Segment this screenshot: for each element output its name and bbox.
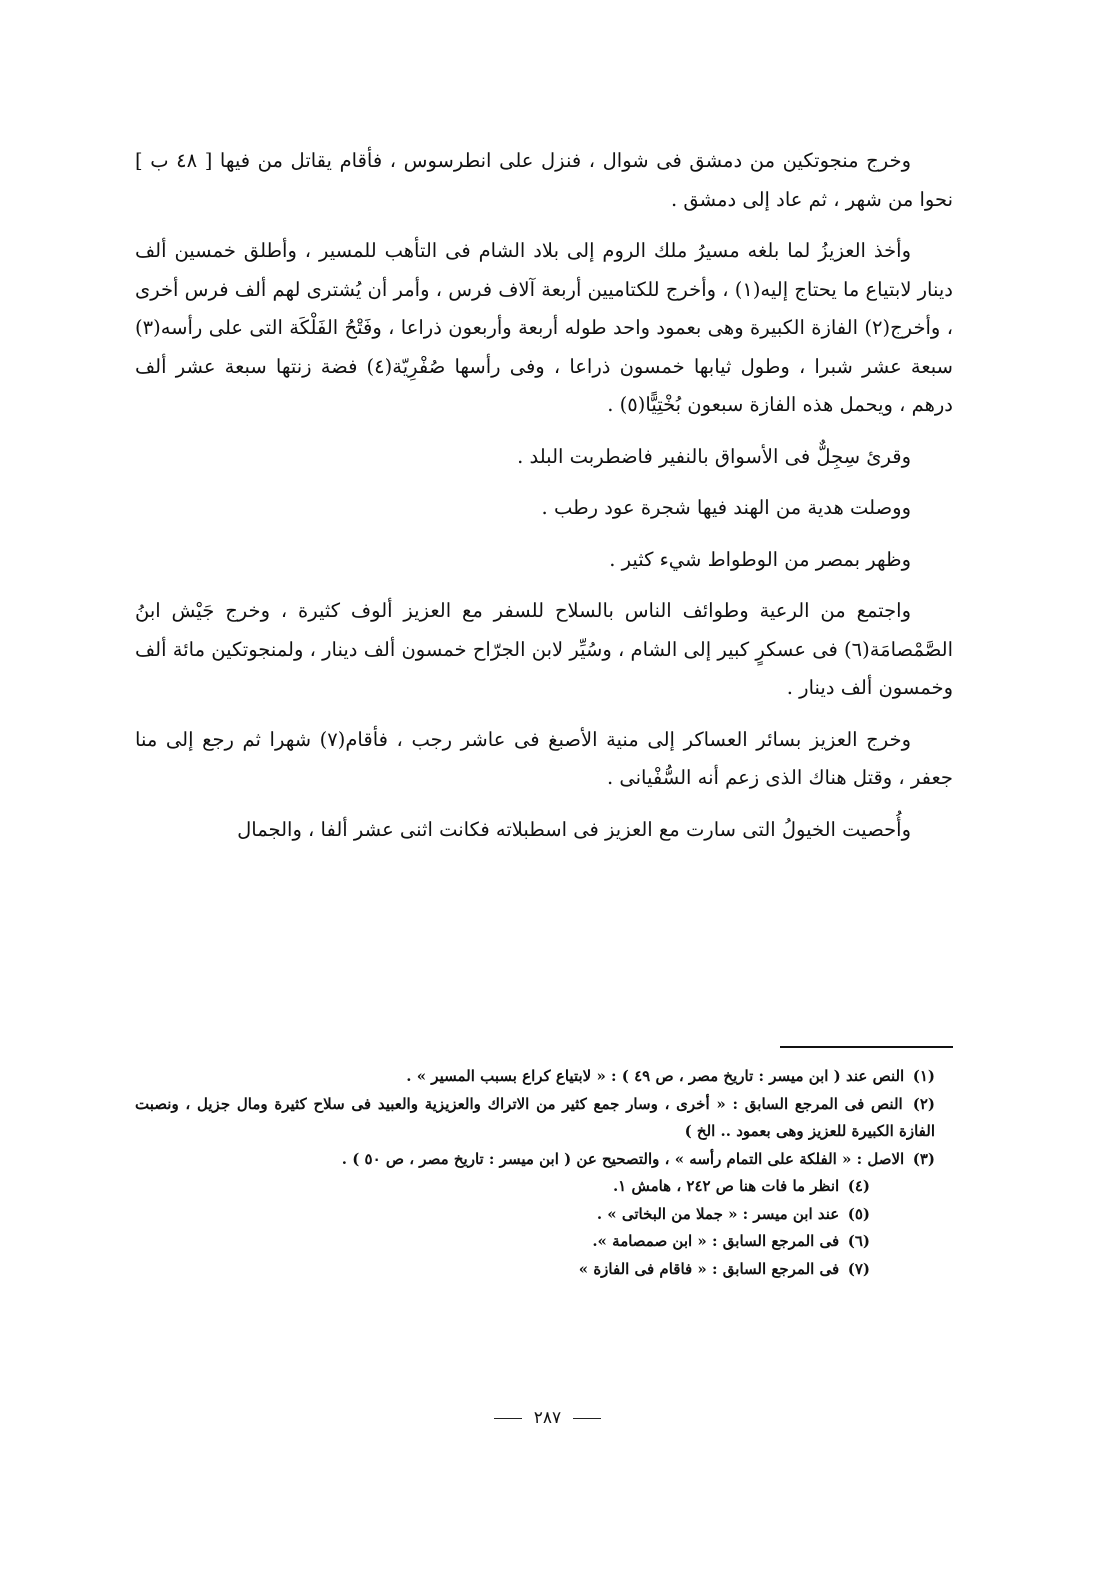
footnote-number: (٢) bbox=[912, 1094, 935, 1113]
footnote-number: (٥) bbox=[847, 1204, 870, 1223]
footnote-number: (٣) bbox=[912, 1149, 935, 1168]
footnote-number: (٧) bbox=[847, 1259, 870, 1278]
paragraph: وقرئ سِجِلٌّ فى الأسواق بالنفير فاضطربت البلد . bbox=[517, 444, 911, 468]
page-number-dash bbox=[494, 1418, 522, 1419]
footnote bbox=[135, 1091, 953, 1146]
footnote bbox=[135, 1146, 953, 1174]
paragraph: ووصلت هدية من الهند فيها شجرة عود رطب . bbox=[541, 496, 911, 519]
footnote-number: (٤) bbox=[847, 1177, 870, 1195]
footnote-text: عند ابن ميسر : « جملا من البخاتى » . bbox=[596, 1204, 840, 1223]
footnote-text: النص عند ( ابن ميسر : تاريخ مصر ، ص ٤٩ ) : « لابتياع كراع بسبب المسير » . bbox=[406, 1067, 905, 1085]
page-number bbox=[0, 1408, 1095, 1428]
footnote bbox=[135, 1228, 953, 1256]
footnote-text: الاصل : « الفلكة على التمام رأسه » ، والتصحيح عن ( ابن ميسر : تاريخ مصر ، ص ٥٠ ) . bbox=[341, 1149, 905, 1168]
paragraph: وخرج العزيز بسائر العساكر إلى منية الأصبغ فى عاشر رجب ، فأقام(٧) شهرا ثم رجع إلى منا جعفر ، وقتل هناك الذى زعم أنه السُّفْيانى . bbox=[135, 727, 953, 789]
footnotes bbox=[135, 1063, 953, 1283]
footnote bbox=[135, 1063, 953, 1091]
footnote bbox=[135, 1256, 953, 1284]
paragraph: وأُحصيت الخيولُ التى سارت مع العزيز فى اسطبلاته فكانت اثنى عشر ألفا ، والجمال bbox=[237, 817, 911, 841]
footnote-text: النص فى المرجع السابق : « أخرى ، وسار جمع كثير من الاتراك والعزيزية والعبيد فى سلاح كثيرة ومال جزيل ، ونصبت الفازة الكبيرة للعزيز وهى بعمود .. الخ ) bbox=[135, 1094, 935, 1140]
footnote bbox=[135, 1173, 953, 1201]
footnote-number: (٦) bbox=[847, 1232, 870, 1250]
paragraph: وأخذ العزيزُ لما بلغه مسيرُ ملك الروم إلى بلاد الشام فى التأهب للمسير ، وأطلق خمسين ألف دينار لابتياع ما يحتاج إليه(١) ، وأخرج للكتاميين أربعة آلاف فرس ، وأمر أن يُشترى لهم ألف فرس أخرى ، وأخرج(٢) الفازة الكبيرة وهى بعمود واحد طوله أربعة وأربعون ذراعا ، وفَتْحُ الفَلْكَة التى على رأسه(٣) سبعة عشر شبرا ، وطول ثيابها خمسون ذراعا ، وفى رأسها صُفْرِيّة(٤) فضة زنتها سبعة عشر ألف درهم ، ويحمل هذه الفازة سبعون بُخْتِيًّا(٥) . bbox=[134, 239, 953, 416]
paragraph: وخرج منجوتكين من دمشق فى شوال ، فنزل على انطرسوس ، فأقام يقاتل من فيها [ ٤٨ ب ] نحوا من شهر ، ثم عاد إلى دمشق . bbox=[135, 149, 953, 211]
page-number-dash bbox=[573, 1418, 601, 1419]
footnote-text: انظر ما فات هنا ص ٢٤٢ ، هامش ١. bbox=[612, 1177, 840, 1195]
paragraph: وظهر بمصر من الوطواط شيء كثير . bbox=[609, 547, 911, 571]
page-number-value: ٢٨٧ bbox=[533, 1408, 562, 1428]
footnote-text: فى المرجع السابق : « فاقام فى الفازة » bbox=[578, 1259, 840, 1278]
footnote-separator bbox=[780, 1046, 953, 1048]
footnote-text: فى المرجع السابق : « ابن صمصامة ». bbox=[592, 1232, 840, 1250]
footnote-number: (١) bbox=[912, 1067, 935, 1085]
paragraph: واجتمع من الرعية وطوائف الناس بالسلاح للسفر مع العزيز ألوف كثيرة ، وخرج جَيْش ابنُ الصَّمْصامَة(٦) فى عسكرٍ كبير إلى الشام ، وسُيِّر لابن الجرّاح خمسون ألف دينار ، ولمنجوتكين مائة ألف وخمسون ألف دينار . bbox=[135, 599, 953, 699]
footnote bbox=[135, 1201, 953, 1229]
main-text bbox=[135, 142, 953, 862]
